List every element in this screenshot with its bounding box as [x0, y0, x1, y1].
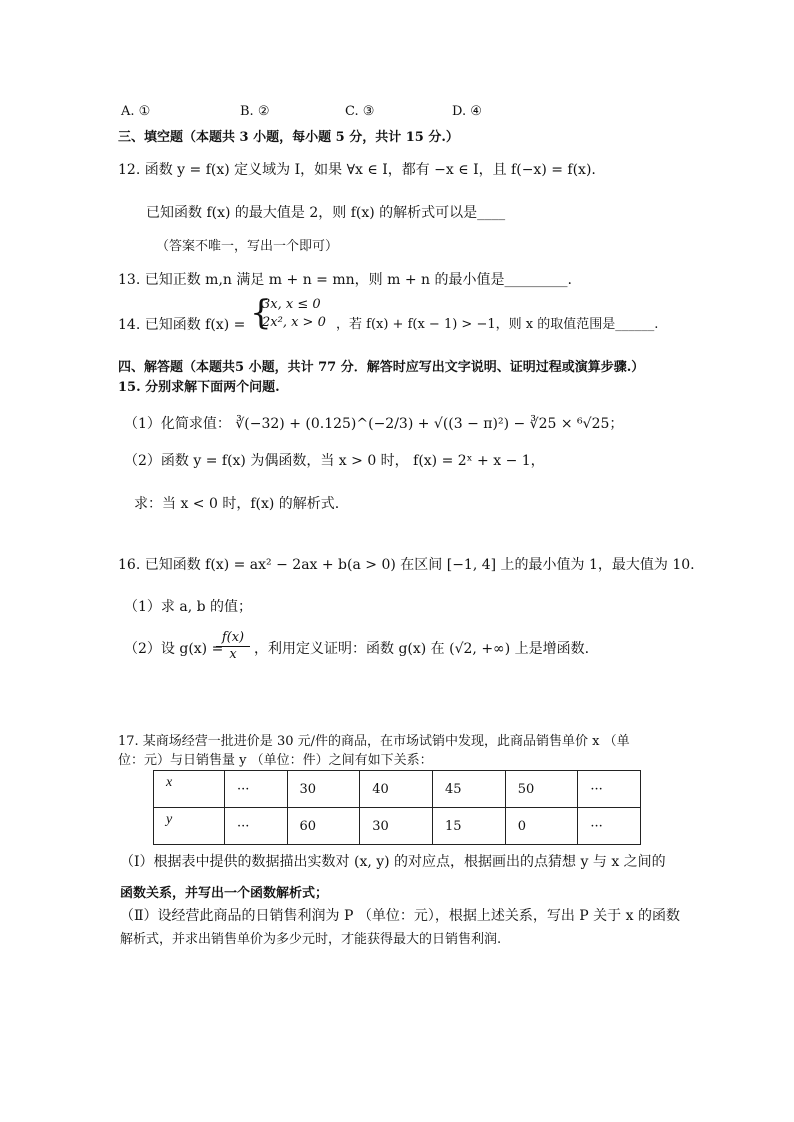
- q14-suffix: ，若 f(x) + f(x − 1) > −1，则 x 的取值范围是______.: [336, 317, 659, 332]
- q17-intro1: 17. 某商场经营一批进价是 30 元/件的商品，在市场试销中发现，此商品销售单价 x （单: [118, 734, 630, 749]
- table-cell: 50: [505, 771, 578, 808]
- table-cell: 0: [505, 808, 578, 845]
- price-sales-table: [153, 770, 641, 845]
- q16-part1: （1）求 a, b 的值；: [124, 599, 253, 615]
- q16-frac-num: f(x): [216, 630, 250, 647]
- piecewise-brace: {: [250, 293, 272, 333]
- q14-piece2: 2x², x > 0: [262, 315, 326, 330]
- q16-part2-suffix: ，利用定义证明：函数 g(x) 在 (√2, +∞) 上是增函数.: [254, 641, 590, 657]
- q12-line1: 12. 函数 y = f(x) 定义域为 I，如果 ∀x ∈ I，都有 −x ∈ I，且 f(−x) = f(x).: [118, 162, 596, 178]
- table-cell: ···: [578, 771, 641, 808]
- table-cell: 45: [432, 771, 505, 808]
- section3-heading: 三、填空题（本题共 3 小题，每小题 5 分，共计 15 分.）: [118, 130, 459, 145]
- q14-piece1: 3x, x ≤ 0: [262, 297, 321, 312]
- section4-heading: 四、解答题（本题共5 小题，共计 77 分．解答时应写出文字说明、证明过程或演算步骤.）: [118, 360, 645, 375]
- table-cell: ···: [225, 771, 288, 808]
- q12-note: （答案不唯一，写出一个即可）: [156, 239, 339, 254]
- q17-part1a: （Ⅰ）根据表中提供的数据描出实数对 (x, y) 的对应点，根据画出的点猜想 y 与 x 之间的: [120, 854, 666, 870]
- table-cell: ···: [225, 808, 288, 845]
- table-row-x: [154, 771, 641, 808]
- option-d: D. ④: [452, 104, 482, 119]
- option-c: C. ③: [345, 104, 375, 119]
- q16-fraction: [216, 630, 250, 662]
- q17-intro2: 位：元）与日销售量 y （单位：件）之间有如下关系：: [118, 753, 433, 768]
- table-cell: x: [154, 771, 225, 808]
- option-b: B. ②: [240, 104, 270, 119]
- table-cell: 30: [287, 771, 360, 808]
- q17-part2b: 解析式，并求出销售单价为多少元时，才能获得最大的日销售利润.: [120, 932, 502, 947]
- table-cell: 15: [432, 808, 505, 845]
- table-cell: y: [154, 808, 225, 845]
- q14-pieces: [262, 296, 326, 332]
- table-cell: 40: [360, 771, 433, 808]
- table-row-y: [154, 808, 641, 845]
- q17-part2a: （Ⅱ）设经营此商品的日销售利润为 P （单位：元），根据上述关系，写出 P 关于 x 的函数: [120, 908, 680, 924]
- q15-part1: （1）化简求值： ∛(−32) + (0.125)^(−2/3) + √((3 − π)²) − ∛25 × ⁶√25；: [124, 416, 624, 432]
- table-cell: 30: [360, 808, 433, 845]
- table-cell: ···: [578, 808, 641, 845]
- q14-prefix: 14. 已知函数 f(x) =: [118, 317, 246, 333]
- q16-frac-den: x: [229, 647, 237, 662]
- table-cell: 60: [287, 808, 360, 845]
- q13-line: 13. 已知正数 m,n 满足 m + n = mn，则 m + n 的最小值是_________.: [118, 272, 572, 288]
- q12-line2: 已知函数 f(x) 的最大值是 2，则 f(x) 的解析式可以是____: [146, 205, 506, 221]
- option-a: A. ①: [121, 104, 151, 119]
- q17-part1b: 函数关系，并写出一个函数解析式；: [120, 886, 329, 901]
- q16-intro: 16. 已知函数 f(x) = ax² − 2ax + b(a > 0) 在区间 [−1, 4] 上的最小值为 1，最大值为 10.: [118, 557, 695, 573]
- q15-part2: （2）函数 y = f(x) 为偶函数，当 x > 0 时， f(x) = 2ˣ + x − 1，: [124, 453, 545, 469]
- q16-part2-prefix: （2）设 g(x) =: [124, 641, 224, 657]
- q15-intro: 15. 分别求解下面两个问题.: [118, 380, 280, 395]
- q15-part2b: 求：当 x < 0 时，f(x) 的解析式.: [134, 496, 340, 512]
